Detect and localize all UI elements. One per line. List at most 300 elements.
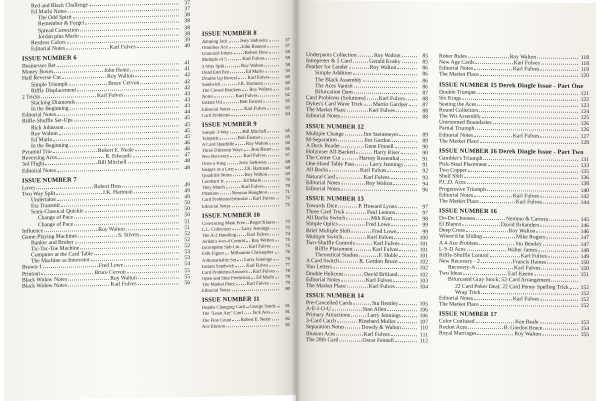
entry-title: Dykes's Card Wave Trick (306, 101, 363, 108)
dot-leader (329, 168, 359, 172)
entry-page-number: 140 (580, 187, 589, 194)
dot-leader (85, 19, 179, 25)
entry-title: Game-Playing Machines (22, 233, 78, 241)
entry-author: Rinehard Muller (358, 318, 396, 326)
entry-title: Folk Figure (202, 251, 225, 258)
dot-leader (225, 63, 240, 67)
toc-entry (439, 138, 589, 146)
dot-leader (225, 251, 229, 255)
entry-title: L-S-D Aces (439, 246, 466, 253)
entry-page-number: 90 (422, 150, 429, 157)
entry-author: Ed Marlo (243, 178, 262, 184)
entry-author: Karl Fulves (235, 93, 258, 100)
entry-title: Intrepreter & 5 Card (306, 58, 352, 65)
entry-author: R. Gordon Bruce (359, 258, 398, 266)
entry-title: Untrimmed Boundaries (439, 119, 492, 127)
entry-author: Karl Fulves (515, 199, 543, 206)
entry-title: Illusion Aces (306, 330, 336, 338)
entry-page-number: 126 (580, 127, 589, 134)
toc-column-1 (22, 0, 190, 290)
dot-leader (41, 270, 93, 275)
dot-leader (263, 99, 279, 103)
entry-title: Recovery-A (448, 264, 476, 271)
dot-leader (269, 50, 279, 54)
dot-leader (409, 102, 417, 106)
dot-leader (75, 237, 179, 243)
dot-leader (466, 228, 508, 232)
entry-author: Roy Walton (110, 274, 137, 282)
entry-title: Simple Addition (315, 70, 352, 78)
dot-leader (232, 286, 279, 291)
entry-page-number: 135 (580, 169, 589, 176)
entry-title: Editorial Notes (202, 288, 231, 295)
dot-leader (134, 188, 179, 193)
entry-author: John Bannon (241, 44, 267, 51)
issue-heading: ISSUE NUMBER 12 (306, 122, 364, 131)
dot-leader (41, 93, 96, 98)
entry-title: Partial Triumph (439, 125, 475, 133)
entry-title: Simple Optics (306, 221, 338, 228)
entry-page-number: 43 (184, 103, 190, 110)
entry-title: Tic-Tac-Toe Machine (31, 245, 80, 253)
entry-page-number: 62 (285, 93, 291, 99)
entry-title: Multiple Switch (306, 233, 343, 241)
dot-leader (391, 175, 417, 179)
entry-title: Deep Cross (439, 227, 465, 235)
entry-title: Editorial Notes (202, 106, 231, 113)
dot-leader (237, 232, 246, 236)
entry-author: Jim Steinmeyer (363, 131, 399, 138)
entry-title: Card Problems/Editorial (202, 197, 248, 204)
entry-title: Pyramid Trio (22, 149, 52, 156)
entry-author: Larry Jennings (369, 162, 403, 169)
entry-page-number: 97 (422, 210, 428, 217)
dot-leader (391, 222, 417, 226)
entry-title: Card Problems (202, 112, 230, 119)
dot-leader (399, 301, 417, 305)
dot-leader (480, 139, 578, 144)
entry-author: Roy Walton (98, 226, 125, 233)
dot-leader (269, 140, 279, 144)
entry-title: The Machine as Innovator (31, 257, 90, 265)
entry-title: Instant Sandwich (202, 263, 235, 270)
entry-author: Mike Rogers (515, 234, 546, 241)
entry-page-number: 99 (422, 222, 428, 229)
dot-leader (74, 213, 179, 219)
dot-leader (270, 280, 279, 284)
dot-leader (488, 162, 578, 167)
dot-leader (337, 319, 357, 323)
dot-leader (268, 159, 279, 163)
entry-title: The Black Assembly (315, 76, 362, 84)
entry-title: Card Problems/Answers (202, 269, 248, 276)
entry-author: Karl Fulves (520, 253, 547, 260)
dot-leader (547, 260, 578, 264)
dot-leader (493, 120, 578, 125)
entry-author: Karl Fulves (512, 132, 540, 140)
dot-leader (345, 325, 360, 329)
entry-page-number: 110 (419, 325, 429, 332)
entry-page-number: 71 (285, 190, 290, 196)
dot-leader (468, 325, 503, 329)
entry-page-number: 150 (580, 259, 590, 267)
entry-page-number: 72 (285, 196, 290, 202)
dot-leader (58, 154, 104, 159)
entry-page-number: 78 (285, 274, 290, 281)
dot-leader (80, 25, 179, 31)
entry-author: Roy Walton (245, 141, 269, 148)
entry-page-number: 91 (422, 156, 429, 163)
dot-leader (363, 77, 417, 82)
dot-leader (387, 168, 417, 172)
entry-page-number: 37 (184, 0, 190, 7)
issue-heading: ISSUE NUMBER 10 (202, 211, 260, 220)
entry-title: Progressive Triumph (439, 186, 486, 193)
entry-page-number: 86 (422, 77, 428, 84)
entry-title: Eta Transmit (31, 202, 60, 210)
dot-leader (236, 281, 245, 285)
entry-page-number: 37 (184, 6, 190, 13)
entry-page-number: 118 (580, 61, 589, 68)
dot-leader (264, 62, 279, 66)
entry-author: Fred Lowe (372, 228, 397, 235)
entry-title: Rocket Aces (439, 324, 468, 331)
dot-leader (540, 320, 578, 324)
dot-leader (237, 256, 243, 260)
entry-page-number: 102 (419, 259, 429, 266)
entry-page-number: 52 (184, 243, 190, 250)
dot-leader (480, 72, 578, 77)
entry-title: Editorial Notes (306, 185, 341, 193)
entry-page-number: 101 (419, 241, 428, 248)
dot-leader (232, 106, 244, 110)
entry-page-number: 52 (184, 237, 190, 244)
entry-page-number: 38 (184, 24, 190, 31)
entry-title: Editorial Notes (306, 276, 341, 284)
entry-title: Gambler's Triumph (439, 155, 483, 162)
entry-page-number: 78 (285, 268, 290, 274)
dot-leader (276, 268, 279, 272)
entry-page-number: 152 (580, 302, 589, 309)
entry-title: Natural Card (306, 173, 336, 180)
entry-page-number: 59 (285, 68, 290, 74)
entry-title: Two Way Split (22, 190, 56, 198)
dot-leader (474, 132, 512, 136)
entry-author: Fred Lowe (98, 262, 124, 270)
dot-leader (76, 97, 179, 103)
dot-leader (346, 210, 367, 214)
dot-leader (474, 193, 512, 197)
entry-title: Depths Changing Card (202, 305, 245, 312)
entry-title: Rick Johnsson (31, 124, 64, 131)
entry-page-number: 79 (285, 281, 290, 287)
entry-page-number: 123 (580, 102, 589, 109)
entry-page-number: 94 (422, 180, 429, 188)
entry-page-number: 62 (285, 99, 291, 105)
dot-leader (229, 38, 239, 42)
dot-leader (540, 296, 578, 300)
dot-leader (235, 166, 244, 170)
entry-page-number: 56 (184, 280, 190, 287)
dot-leader (546, 235, 578, 239)
dot-leader (226, 184, 241, 188)
entry-author: Milt Kort (370, 216, 393, 223)
dot-leader (219, 135, 237, 139)
dot-leader (540, 133, 578, 137)
dot-leader (336, 331, 362, 335)
dot-leader (69, 80, 108, 85)
dot-leader (266, 153, 279, 157)
entry-title: Editorial Notes (439, 295, 474, 302)
dot-leader (354, 83, 418, 88)
entry-title: A Card Quadrille (202, 142, 235, 148)
entry-author: Stan Allen (362, 306, 387, 314)
dot-leader (394, 235, 417, 239)
entry-title: Color Confused (439, 318, 475, 325)
entry-page-number: 91 (422, 162, 429, 169)
entry-title: Stacking Diamonds (31, 99, 75, 107)
entry-title: P.C.D. Aces (439, 179, 466, 187)
entry-author: Bruce Cervon (94, 269, 126, 276)
dot-leader (543, 199, 578, 203)
entry-title: Change of Pace (38, 221, 74, 228)
entry-page-number: 101 (419, 247, 429, 254)
entry-page-number: 73 (285, 219, 290, 225)
dot-leader (249, 196, 252, 200)
dot-leader (346, 216, 370, 220)
entry-title: All Backs Switch (306, 215, 346, 222)
dot-leader (232, 317, 239, 321)
entry-page-number: 69 (285, 171, 291, 177)
dot-leader (271, 310, 279, 314)
entry-author: Roger Klause (249, 219, 276, 226)
entry-author: Robert Hess (244, 50, 268, 57)
dot-leader (397, 319, 417, 323)
entry-page-number: 67 (285, 153, 290, 159)
dot-leader (277, 304, 279, 308)
dot-leader (258, 93, 279, 97)
entry-title: Two-Shuffle Controls (306, 239, 355, 247)
dot-leader (482, 114, 578, 119)
dot-leader (270, 225, 279, 229)
entry-title: Editorial Notes (31, 45, 66, 53)
entry-title: M-Separation (306, 136, 337, 144)
toc-entry (306, 337, 428, 344)
dot-leader (44, 227, 97, 232)
entry-page-number: 77 (285, 262, 290, 268)
entry-title: The Market Place (202, 282, 236, 288)
entry-title: The Market Place (439, 301, 479, 308)
entry-page-number: 41 (184, 66, 190, 73)
dot-leader (481, 290, 578, 295)
entry-title: Banker and Broker (31, 239, 74, 247)
entry-page-number: 63 (285, 105, 290, 111)
dot-leader (464, 174, 578, 179)
entry-author: Roy Walton (251, 238, 274, 244)
dot-leader (359, 253, 377, 257)
entry-title: 3rd Flight (22, 161, 45, 168)
dot-leader (262, 177, 279, 181)
entry-page-number: 92 (422, 168, 429, 175)
dot-leader (401, 150, 417, 154)
entry-page-number: 118 (580, 54, 590, 62)
entry-title: Neo Recovery (202, 154, 229, 161)
entry-page-number: 60 (285, 74, 290, 80)
entry-page-number: 87 (422, 102, 428, 109)
entry-title: Two Copper (439, 167, 467, 174)
entry-page-number: 105 (419, 301, 428, 308)
dot-leader (230, 153, 243, 157)
dot-leader (387, 307, 417, 311)
dot-leader (140, 79, 179, 84)
entry-page-number: 70 (285, 177, 290, 184)
toc-column-3 (306, 52, 428, 344)
entry-title: In the Beginning (31, 105, 69, 113)
entry-page-number: 51 (184, 224, 191, 231)
entry-title: Ed Marlo Notes (31, 8, 67, 16)
entry-page-number: 57 (285, 44, 291, 50)
dot-leader (481, 259, 512, 263)
entry-author: Paul Lennox (367, 209, 396, 217)
dot-leader (70, 140, 179, 146)
dot-leader (540, 223, 578, 227)
entry-author: Karl Fulves (366, 234, 394, 241)
dot-leader (74, 219, 179, 225)
entry-title: The Market Place (439, 198, 479, 205)
dot-leader (74, 116, 179, 122)
dot-leader (474, 66, 512, 70)
dot-leader (238, 75, 247, 79)
dot-leader (124, 91, 179, 96)
dot-leader (342, 156, 359, 160)
entry-author: Karl Fulves (243, 153, 266, 160)
dot-leader (214, 93, 235, 97)
entry-title: Seating the Aces (439, 101, 477, 108)
dot-leader (354, 89, 417, 94)
entry-title: Hofzinser All-Backed (306, 149, 355, 156)
entry-author: J.K. Hartman (244, 166, 270, 172)
entry-page-number: 142 (580, 193, 590, 200)
entry-title: Lover (22, 184, 36, 192)
entry-page-number: 151 (580, 272, 590, 279)
entry-page-number: 154 (580, 326, 589, 333)
entry-page-number: 127 (580, 133, 590, 140)
dot-leader (364, 102, 372, 106)
entry-title: 22 Card Poker Deal; 22 Card Penny Spelling Trick (455, 283, 569, 291)
dot-leader (275, 250, 279, 254)
dot-leader (138, 280, 179, 285)
entry-title: Riffle-Shuffle Set-Ups (22, 117, 73, 126)
entry-title: 2-Way Split (202, 63, 225, 70)
entry-title: Shelf Shift (439, 173, 464, 180)
dot-leader (340, 259, 358, 263)
entry-author: Bob Farmer (237, 135, 261, 142)
entry-page-number: 38 (184, 30, 190, 37)
entry-page-number: 88 (422, 114, 428, 121)
dot-leader (536, 229, 578, 233)
dot-leader (402, 53, 417, 57)
entry-page-number: 58 (285, 50, 290, 56)
entry-author: Bill Mitchell (97, 159, 127, 167)
entry-title: Editorial Notes (439, 65, 474, 73)
entry-page-number: 55 (184, 273, 190, 280)
entry-page-number: 111 (420, 331, 429, 339)
entry-author: Roy Walton (107, 73, 134, 81)
dot-leader (400, 156, 417, 160)
toc-column-4 (439, 53, 589, 338)
entry-page-number: 152 (580, 290, 589, 297)
dot-leader (227, 160, 238, 164)
entry-author: J.K. Hartman (237, 81, 263, 88)
entry-title: Towards Dice (306, 203, 338, 210)
dot-leader (230, 69, 244, 73)
entry-title: Multiple Change (306, 130, 344, 138)
entry-page-number: 122 (580, 96, 589, 103)
entry-title: Businesses Bet (22, 63, 56, 70)
entry-page-number: 39 (184, 36, 190, 44)
entry-page-number: 152 (580, 284, 589, 291)
issue-heading: ISSUE NUMBER 7 (22, 176, 77, 185)
issue-heading: ISSUE NUMBER 16 Derek Dingle Issue - Part Two (439, 147, 584, 156)
issue-heading: ISSUE NUMBER 11 (202, 295, 260, 305)
dot-leader (272, 146, 279, 150)
entry-title: Editorial Notes (22, 112, 57, 119)
entry-title: Double Trumpet (439, 89, 476, 96)
entry-page-number: 64 (285, 111, 290, 117)
entry-author: Francis Haines (512, 259, 547, 266)
entry-title: A-E-I-O-U (306, 306, 331, 313)
dot-leader (244, 310, 252, 314)
entry-page-number: 47 (184, 152, 190, 159)
dot-leader (356, 240, 372, 244)
dot-leader (226, 178, 243, 182)
entry-title: Brief Multiple Shift (306, 227, 351, 235)
entry-page-number: 76 (285, 256, 291, 262)
entry-page-number: 49 (184, 181, 191, 188)
dot-leader (234, 50, 244, 54)
entry-author: John Hentz (103, 67, 130, 75)
entry-page-number: 43 (184, 90, 190, 98)
dot-leader (483, 234, 515, 238)
entry-title: Dead End Pair (202, 69, 230, 76)
dot-leader (235, 141, 245, 145)
entry-page-number: 66 (285, 147, 290, 153)
entry-page-number: 65 (285, 134, 291, 141)
dot-leader (549, 217, 578, 221)
dot-leader (341, 186, 417, 191)
dot-leader (347, 283, 368, 287)
entry-page-number: 38 (184, 12, 190, 19)
dot-leader (399, 247, 417, 251)
entry-title: Wrap Trick (455, 289, 481, 296)
entry-title: Ace Illusion (202, 324, 226, 330)
dot-leader (398, 272, 417, 276)
entry-author: Fred Lowe (365, 222, 391, 229)
entry-page-number: 68 (285, 165, 291, 171)
entry-author: Roy Walton (509, 54, 537, 61)
entry-title: The Market Place (439, 138, 479, 145)
toc-entry (306, 186, 428, 193)
entry-author: David Britanders (500, 222, 540, 229)
entry-title: Spread Correction (38, 26, 79, 34)
dot-leader (68, 282, 109, 287)
entry-author: Roy Walton (373, 52, 401, 60)
entry-title: Editorial Notes (306, 179, 341, 187)
entry-author: Gerald Kosky (369, 58, 401, 66)
right-page (296, 0, 596, 401)
entry-title: Royal Marriages (439, 330, 477, 338)
dot-leader (351, 228, 371, 232)
